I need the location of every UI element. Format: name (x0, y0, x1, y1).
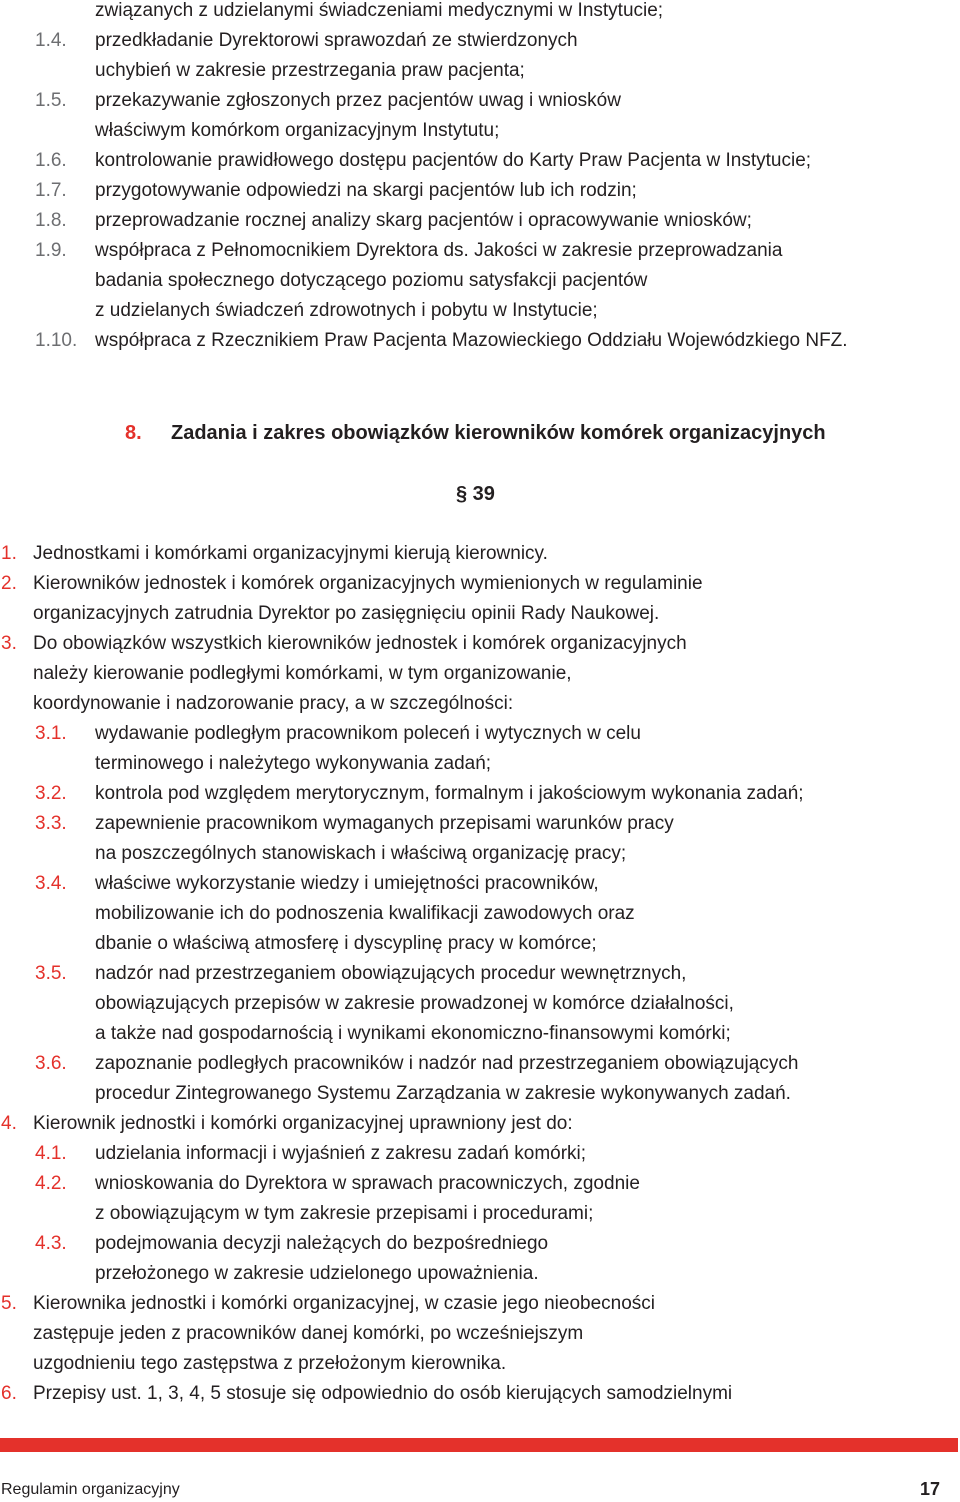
list-item-text: przedkładanie Dyrektorowi sprawozdań ze stwierdzonych uchybień w zakresie przestrzegania praw pacjenta; (95, 30, 578, 81)
list-item-text: współpraca z Pełnomocnikiem Dyrektora ds. Jakości w zakresie przeprowadzania badania społecznego dotyczącego poziomu satysfakcji pacjentów z udzielanych świadczeń zdrowotnych i pobytu w Instytucie; (95, 240, 783, 321)
list-item-number: 1. (1, 543, 17, 564)
list-item-number: 3.4. (35, 873, 67, 894)
list-item (0, 0, 960, 26)
list-item (0, 809, 960, 869)
list-item (0, 1139, 960, 1169)
list-item-text: przygotowywanie odpowiedzi na skargi pacjentów lub ich rodzin; (95, 180, 637, 201)
section-heading (125, 418, 826, 448)
list-item (0, 719, 960, 779)
list-item-number: 3.1. (35, 723, 67, 744)
list-item-number: 1.7. (35, 180, 67, 201)
list-item-number: 2. (1, 573, 17, 594)
list-item-text: podejmowania decyzji należących do bezpośredniego przełożonego w zakresie udzielonego upoważnienia. (95, 1233, 549, 1284)
list-item-number: 5. (1, 1293, 17, 1314)
list-item-number: 4.3. (35, 1233, 67, 1254)
section-number: 8. (125, 422, 142, 444)
list-item (0, 1289, 960, 1379)
list-item (0, 1109, 960, 1139)
list-item (0, 26, 960, 86)
list-item-number: 1.5. (35, 90, 67, 111)
list-item-number: 4. (1, 1113, 17, 1134)
list-item-number: 4.2. (35, 1173, 67, 1194)
list-item-text: zapewnienie pracownikom wymaganych przepisami warunków pracy na poszczególnych stanowiskach i właściwą organizację pracy; (95, 813, 674, 864)
section-title-text: Zadania i zakres obowiązków kierowników komórek organizacyjnych (171, 422, 826, 444)
list-item-number: 3.3. (35, 813, 67, 834)
list-item-text: Kierowników jednostek i komórek organizacyjnych wymienionych w regulaminie organizacyjnych zatrudnia Dyrektor po zasięgnięciu opinii Rady Naukowej. (33, 573, 703, 624)
paragraph-list (0, 539, 960, 1409)
paragraph-mark: § 39 (456, 483, 495, 505)
list-item-text: przeprowadzanie rocznej analizy skarg pacjentów i opracowywanie wniosków; (95, 210, 752, 231)
list-item (0, 1379, 960, 1409)
list-item (0, 569, 960, 629)
continued-list (0, 0, 960, 356)
list-item (0, 176, 960, 206)
list-item (0, 1229, 960, 1289)
list-item-text: kontrolowanie prawidłowego dostępu pacjentów do Karty Praw Pacjenta w Instytucie; (95, 150, 812, 171)
list-item-text: właściwe wykorzystanie wiedzy i umiejętności pracowników, mobilizowanie ich do podnoszenia kwalifikacji zawodowych oraz dbanie o właściwą atmosferę i dyscyplinę pracy w komórce; (95, 873, 635, 954)
list-item (0, 1169, 960, 1229)
list-item (0, 869, 960, 959)
list-item-text: udzielania informacji i wyjaśnień z zakresu zadań komórki; (95, 1143, 587, 1164)
list-item (0, 539, 960, 569)
list-item (0, 86, 960, 146)
list-item-number: 6. (1, 1383, 17, 1404)
list-item-text: związanych z udzielanymi świadczeniami medycznymi w Instytucie; (95, 0, 664, 21)
list-item-text: wnioskowania do Dyrektora w sprawach pracowniczych, zgodnie z obowiązującym w tym zakresie przepisami i procedurami; (95, 1173, 640, 1224)
list-item-number: 4.1. (35, 1143, 67, 1164)
list-item-text: Kierownik jednostki i komórki organizacyjnej uprawniony jest do: (33, 1113, 573, 1134)
page-number: 17 (919, 1479, 940, 1499)
list-item-text: Kierownika jednostki i komórki organizacyjnej, w czasie jego nieobecności zastępuje jeden z pracowników danej komórki, po wcześniejszym uzgodnieniu tego zastępstwa z przełożonym kierownika. (33, 1293, 656, 1374)
list-item (0, 1049, 960, 1109)
list-item (0, 326, 960, 356)
list-item-text: nadzór nad przestrzeganiem obowiązujących procedur wewnętrznych, obowiązujących przepisów w zakresie prowadzonej w komórce działalności, a także nad gospodarnością i wynikami ekonomiczno-finansowymi komórki; (95, 963, 734, 1044)
list-item-number: 1.6. (35, 150, 67, 171)
list-item-number: 1.10. (35, 330, 78, 351)
footer-accent-bar (0, 1438, 958, 1452)
list-item-text: Przepisy ust. 1, 3, 4, 5 stosuje się odpowiednio do osób kierujących samodzielnymi (33, 1383, 733, 1404)
list-item (0, 146, 960, 176)
list-item-number: 3.2. (35, 783, 67, 804)
list-item-number: 3.5. (35, 963, 67, 984)
list-item-text: Do obowiązków wszystkich kierowników jednostek i komórek organizacyjnych należy kierowanie podległymi komórkami, w tym organizowanie, koordynowanie i nadzorowanie pracy, a w szczególności: (33, 633, 687, 714)
list-item-number: 3.6. (35, 1053, 67, 1074)
list-item-text: Jednostkami i komórkami organizacyjnymi kierują kierownicy. (33, 543, 548, 564)
list-item-number: 3. (1, 633, 17, 654)
list-item (0, 779, 960, 809)
footer-document-title: Regulamin organizacyjny (1, 1481, 180, 1498)
list-item (0, 629, 960, 719)
list-item-number: 1.9. (35, 240, 67, 261)
list-item (0, 206, 960, 236)
list-item (0, 236, 960, 326)
list-item (0, 959, 960, 1049)
list-item-text: przekazywanie zgłoszonych przez pacjentów uwag i wniosków właściwym komórkom organizacyjnym Instytutu; (95, 90, 621, 141)
list-item-number: 1.8. (35, 210, 67, 231)
list-item-text: współpraca z Rzecznikiem Praw Pacjenta Mazowieckiego Oddziału Wojewódzkiego NFZ. (95, 330, 848, 351)
list-item-number: 1.4. (35, 30, 67, 51)
list-item-text: wydawanie podległym pracownikom poleceń i wytycznych w celu terminowego i należytego wykonywania zadań; (95, 723, 641, 774)
list-item-text: zapoznanie podległych pracowników i nadzór nad przestrzeganiem obowiązujących procedur Zintegrowanego Systemu Zarządzania w zakresie wykonywanych zadań. (95, 1053, 799, 1104)
list-item-text: kontrola pod względem merytorycznym, formalnym i jakościowym wykonania zadań; (95, 783, 804, 804)
